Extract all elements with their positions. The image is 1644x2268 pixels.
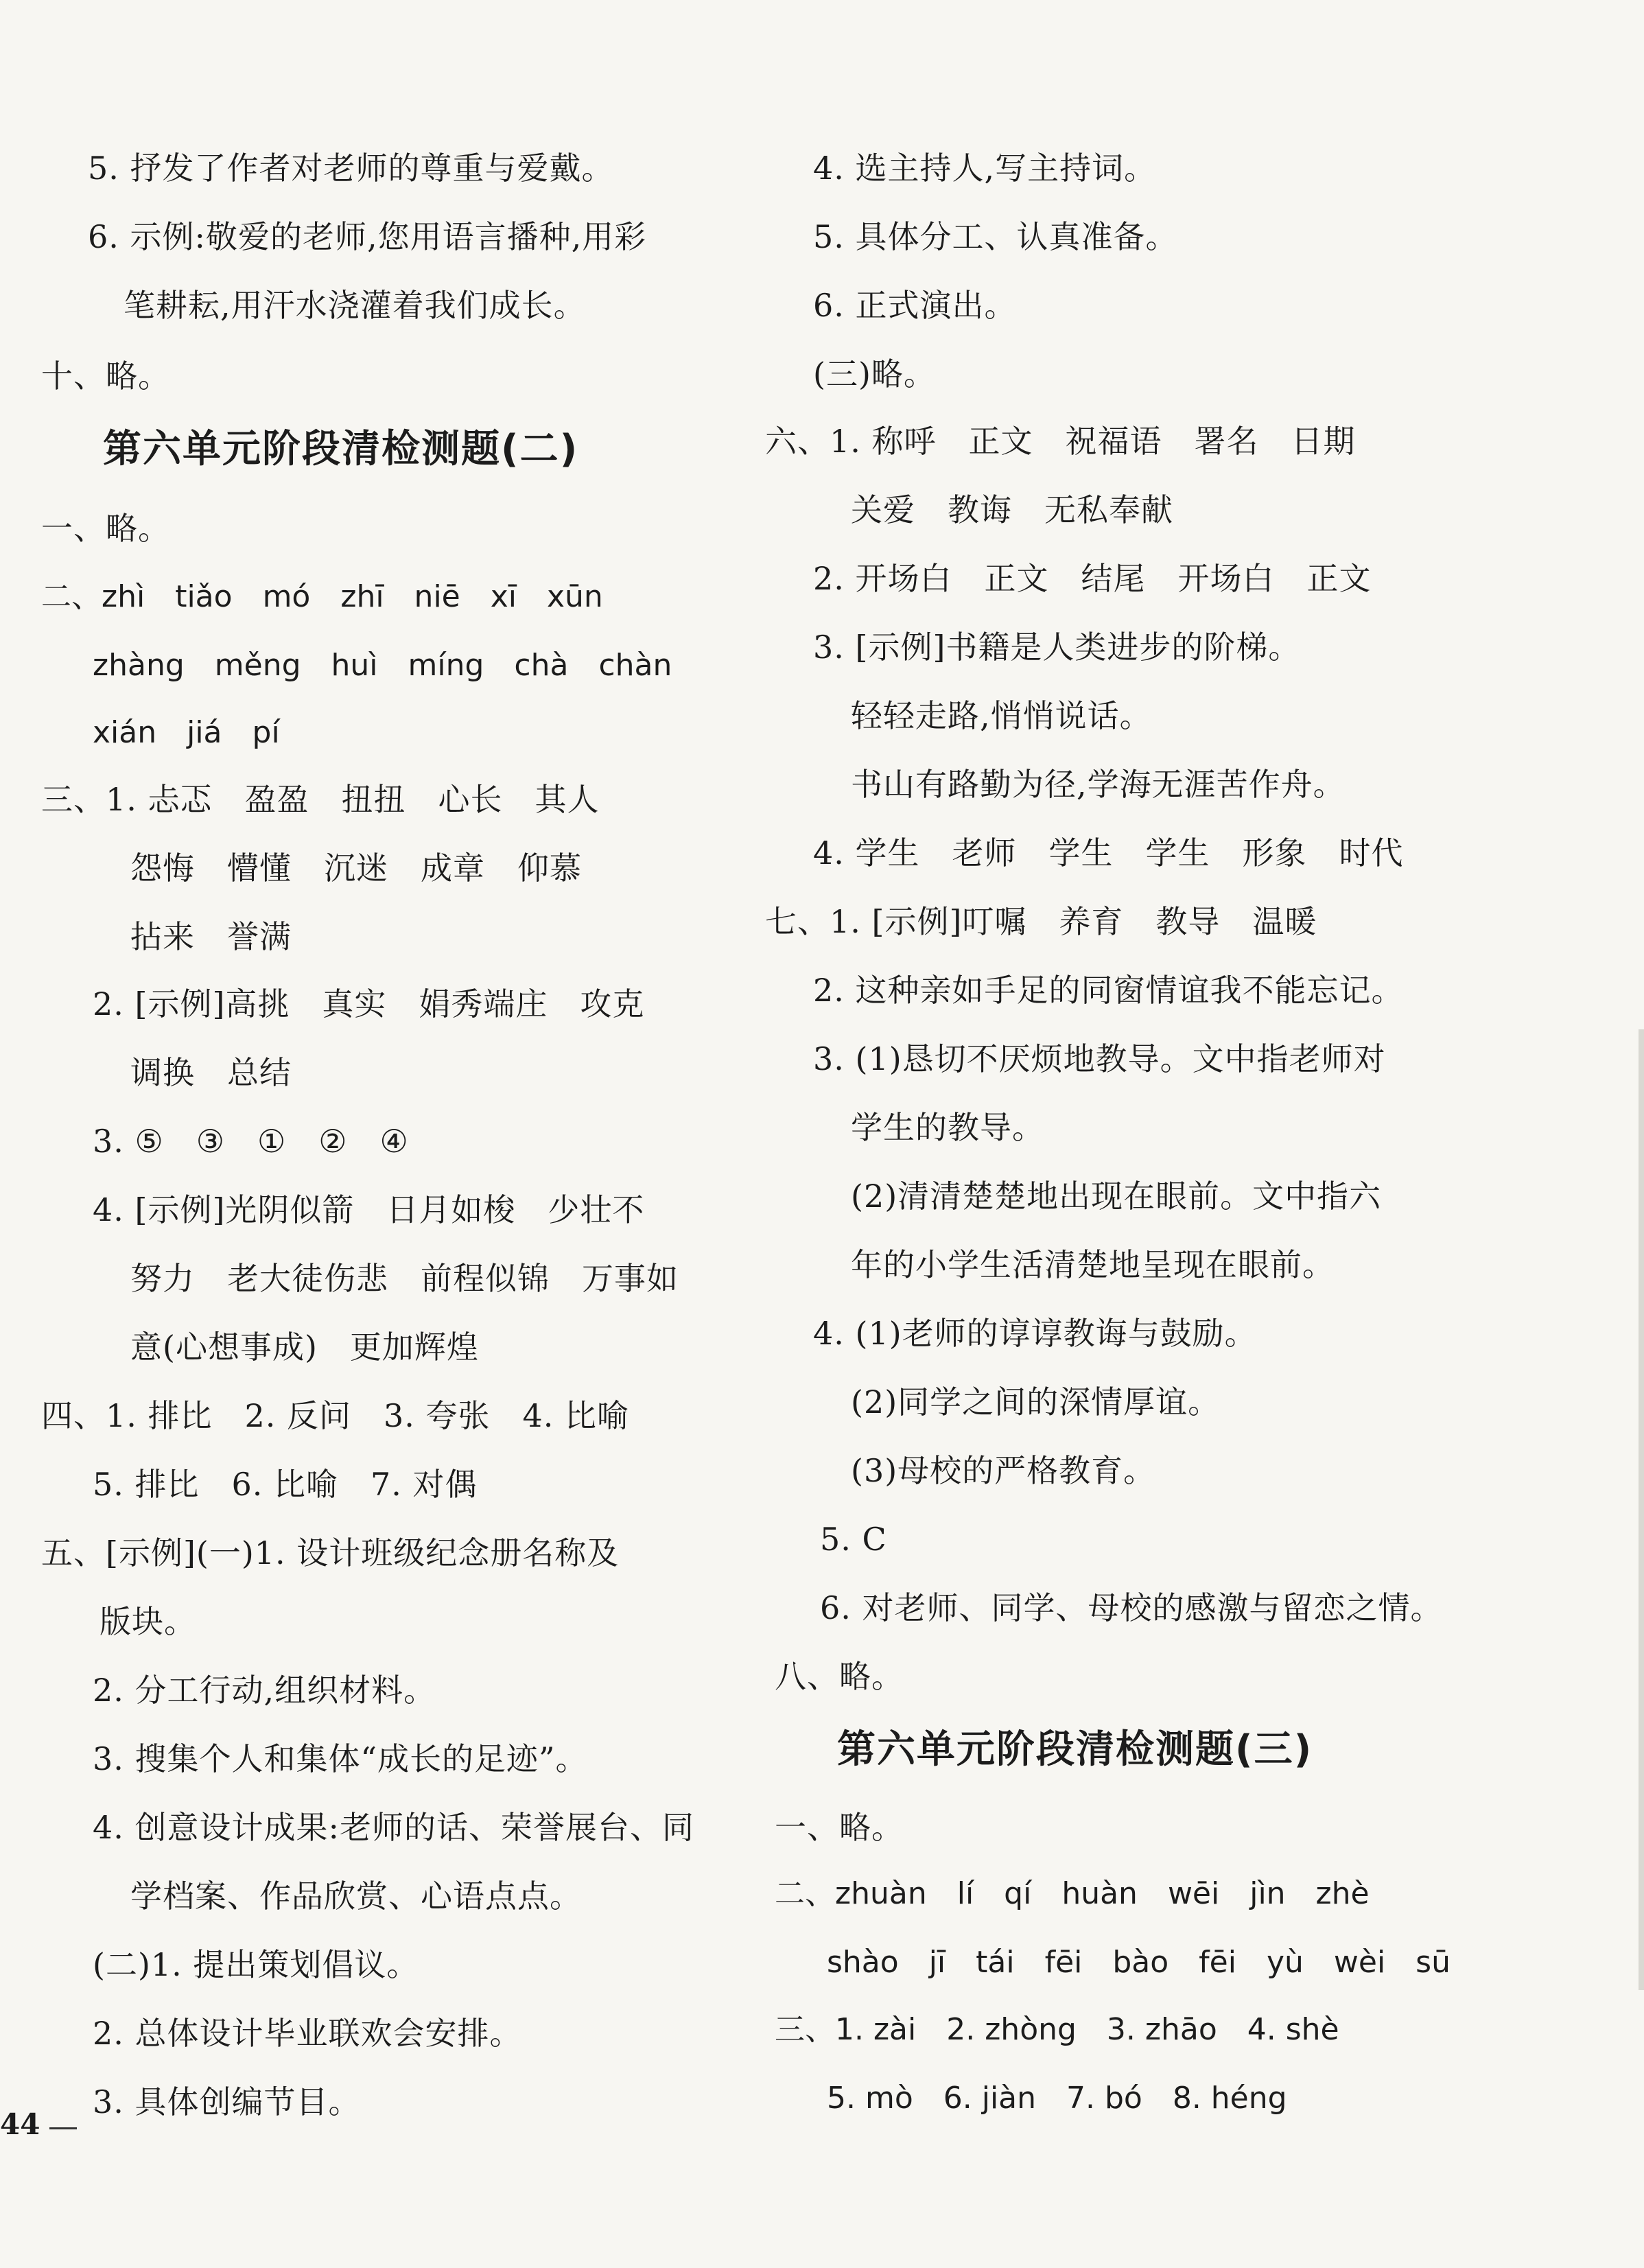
answer-line: 笔耕耘,用汗水浇灌着我们成长。 [124, 287, 586, 324]
answer-line: (2)同学之间的深情厚谊。 [851, 1383, 1221, 1421]
answer-line: 5. C [820, 1521, 887, 1558]
answer-line: 书山有路勤为径,学海无涯苦作舟。 [851, 766, 1346, 803]
answer-line: 4. 选主持人,写主持词。 [813, 150, 1157, 187]
answer-line: 努力 老大徒伤悲 前程似锦 万事如 [130, 1260, 679, 1297]
answer-line: 3. ⑤ ③ ① ② ④ [93, 1123, 409, 1160]
pinyin-line: 5. mò 6. jiàn 7. bó 8. héng [827, 2081, 1287, 2116]
answer-line: 一、略。 [41, 510, 170, 547]
pinyin-line: 二、zhì tiǎo mó zhī niē xī xūn [41, 579, 603, 614]
pinyin-line: 二、zhuàn lí qí huàn wēi jìn zhè [775, 1876, 1370, 1911]
answer-line: (二)1. 提出策划倡议。 [93, 1946, 419, 1983]
answer-line: 5. 具体分工、认真准备。 [813, 218, 1178, 255]
answer-line: 2. 分工行动,组织材料。 [93, 1672, 436, 1709]
answer-line: 调换 总结 [130, 1054, 292, 1091]
page-number: 44 [0, 2107, 40, 2141]
answer-line: 4. 创意设计成果:老师的话、荣誉展台、同 [93, 1809, 695, 1846]
answer-line: 关爱 教诲 无私奉献 [851, 491, 1173, 528]
left-column [34, 0, 789, 2162]
answer-line: 怨悔 懵懂 沉迷 成章 仰慕 [130, 850, 582, 887]
answer-line: 五、[示例](一)1. 设计班级纪念册名称及 [41, 1534, 620, 1571]
answer-line: 学档案、作品欣赏、心语点点。 [130, 1878, 582, 1915]
answer-line: 6. 对老师、同学、母校的感激与留恋之情。 [820, 1589, 1443, 1626]
pinyin-line: zhàng měng huì míng chà chàn [93, 648, 672, 683]
answer-line: 年的小学生活清楚地呈现在眼前。 [851, 1246, 1335, 1283]
answer-line: 2. 这种亲如手足的同窗情谊我不能忘记。 [813, 972, 1404, 1009]
section-heading: 第六单元阶段清检测题(三) [837, 1727, 1313, 1772]
answer-line: 三、1. 忐忑 盈盈 扭扭 心长 其人 [41, 781, 600, 818]
answer-line: 5. 抒发了作者对老师的尊重与爱戴。 [88, 150, 614, 187]
answer-line: 3. 具体创编节目。 [93, 2083, 361, 2120]
answer-line: 拈来 誉满 [130, 918, 292, 955]
answer-line: 版块。 [99, 1603, 196, 1640]
answer-line: 5. 排比 6. 比喻 7. 对偶 [93, 1466, 478, 1503]
answer-line: 四、1. 排比 2. 反问 3. 夸张 4. 比喻 [41, 1397, 630, 1434]
pinyin-line: 三、1. zài 2. zhòng 3. zhāo 4. shè [775, 2012, 1339, 2047]
answer-line: 七、1. [示例]叮嘱 养育 教导 温暖 [765, 903, 1317, 940]
answer-line: 3. 搜集个人和集体“成长的足迹”。 [93, 1740, 588, 1777]
answer-line: (3)母校的严格教育。 [851, 1452, 1156, 1489]
right-column [762, 0, 1516, 2162]
answer-line: 六、1. 称呼 正文 祝福语 署名 日期 [765, 423, 1356, 460]
answer-line: 3. (1)恳切不厌烦地教导。文中指老师对 [813, 1040, 1386, 1077]
answer-line: (2)清清楚楚地出现在眼前。文中指六 [851, 1178, 1382, 1215]
answer-line: 八、略。 [775, 1658, 904, 1695]
answer-line: 轻轻走路,悄悄说话。 [851, 697, 1152, 734]
answer-line: 2. 开场白 正文 结尾 开场白 正文 [813, 560, 1372, 597]
pinyin-line: xián jiá pí [93, 715, 280, 750]
answer-line: 4. (1)老师的谆谆教诲与鼓励。 [813, 1315, 1257, 1352]
section-heading: 第六单元阶段清检测题(二) [103, 427, 579, 471]
answer-line: 学生的教导。 [851, 1109, 1044, 1146]
answer-line: 4. [示例]光阴似箭 日月如梭 少壮不 [93, 1191, 645, 1228]
pinyin-line: shào jī tái fēi bào fēi yù wèi sū [827, 1945, 1451, 1980]
answer-line: 4. 学生 老师 学生 学生 形象 时代 [813, 834, 1404, 872]
footer-rule [49, 2127, 77, 2129]
answer-line: 6. 正式演出。 [813, 287, 1017, 324]
page-edge-shadow [1639, 1029, 1644, 1990]
answer-line: (三)略。 [813, 355, 936, 393]
answer-line: 2. [示例]高挑 真实 娟秀端庄 攻克 [93, 985, 645, 1022]
answer-line: 6. 示例:敬爱的老师,您用语言播种,用彩 [88, 218, 647, 255]
answer-line: 意(心想事成) 更加辉煌 [130, 1329, 479, 1366]
answer-line: 3. [示例]书籍是人类进步的阶梯。 [813, 629, 1301, 666]
answer-line: 2. 总体设计毕业联欢会安排。 [93, 2015, 522, 2052]
answer-line: 一、略。 [775, 1809, 904, 1846]
answer-line: 十、略。 [41, 358, 170, 395]
